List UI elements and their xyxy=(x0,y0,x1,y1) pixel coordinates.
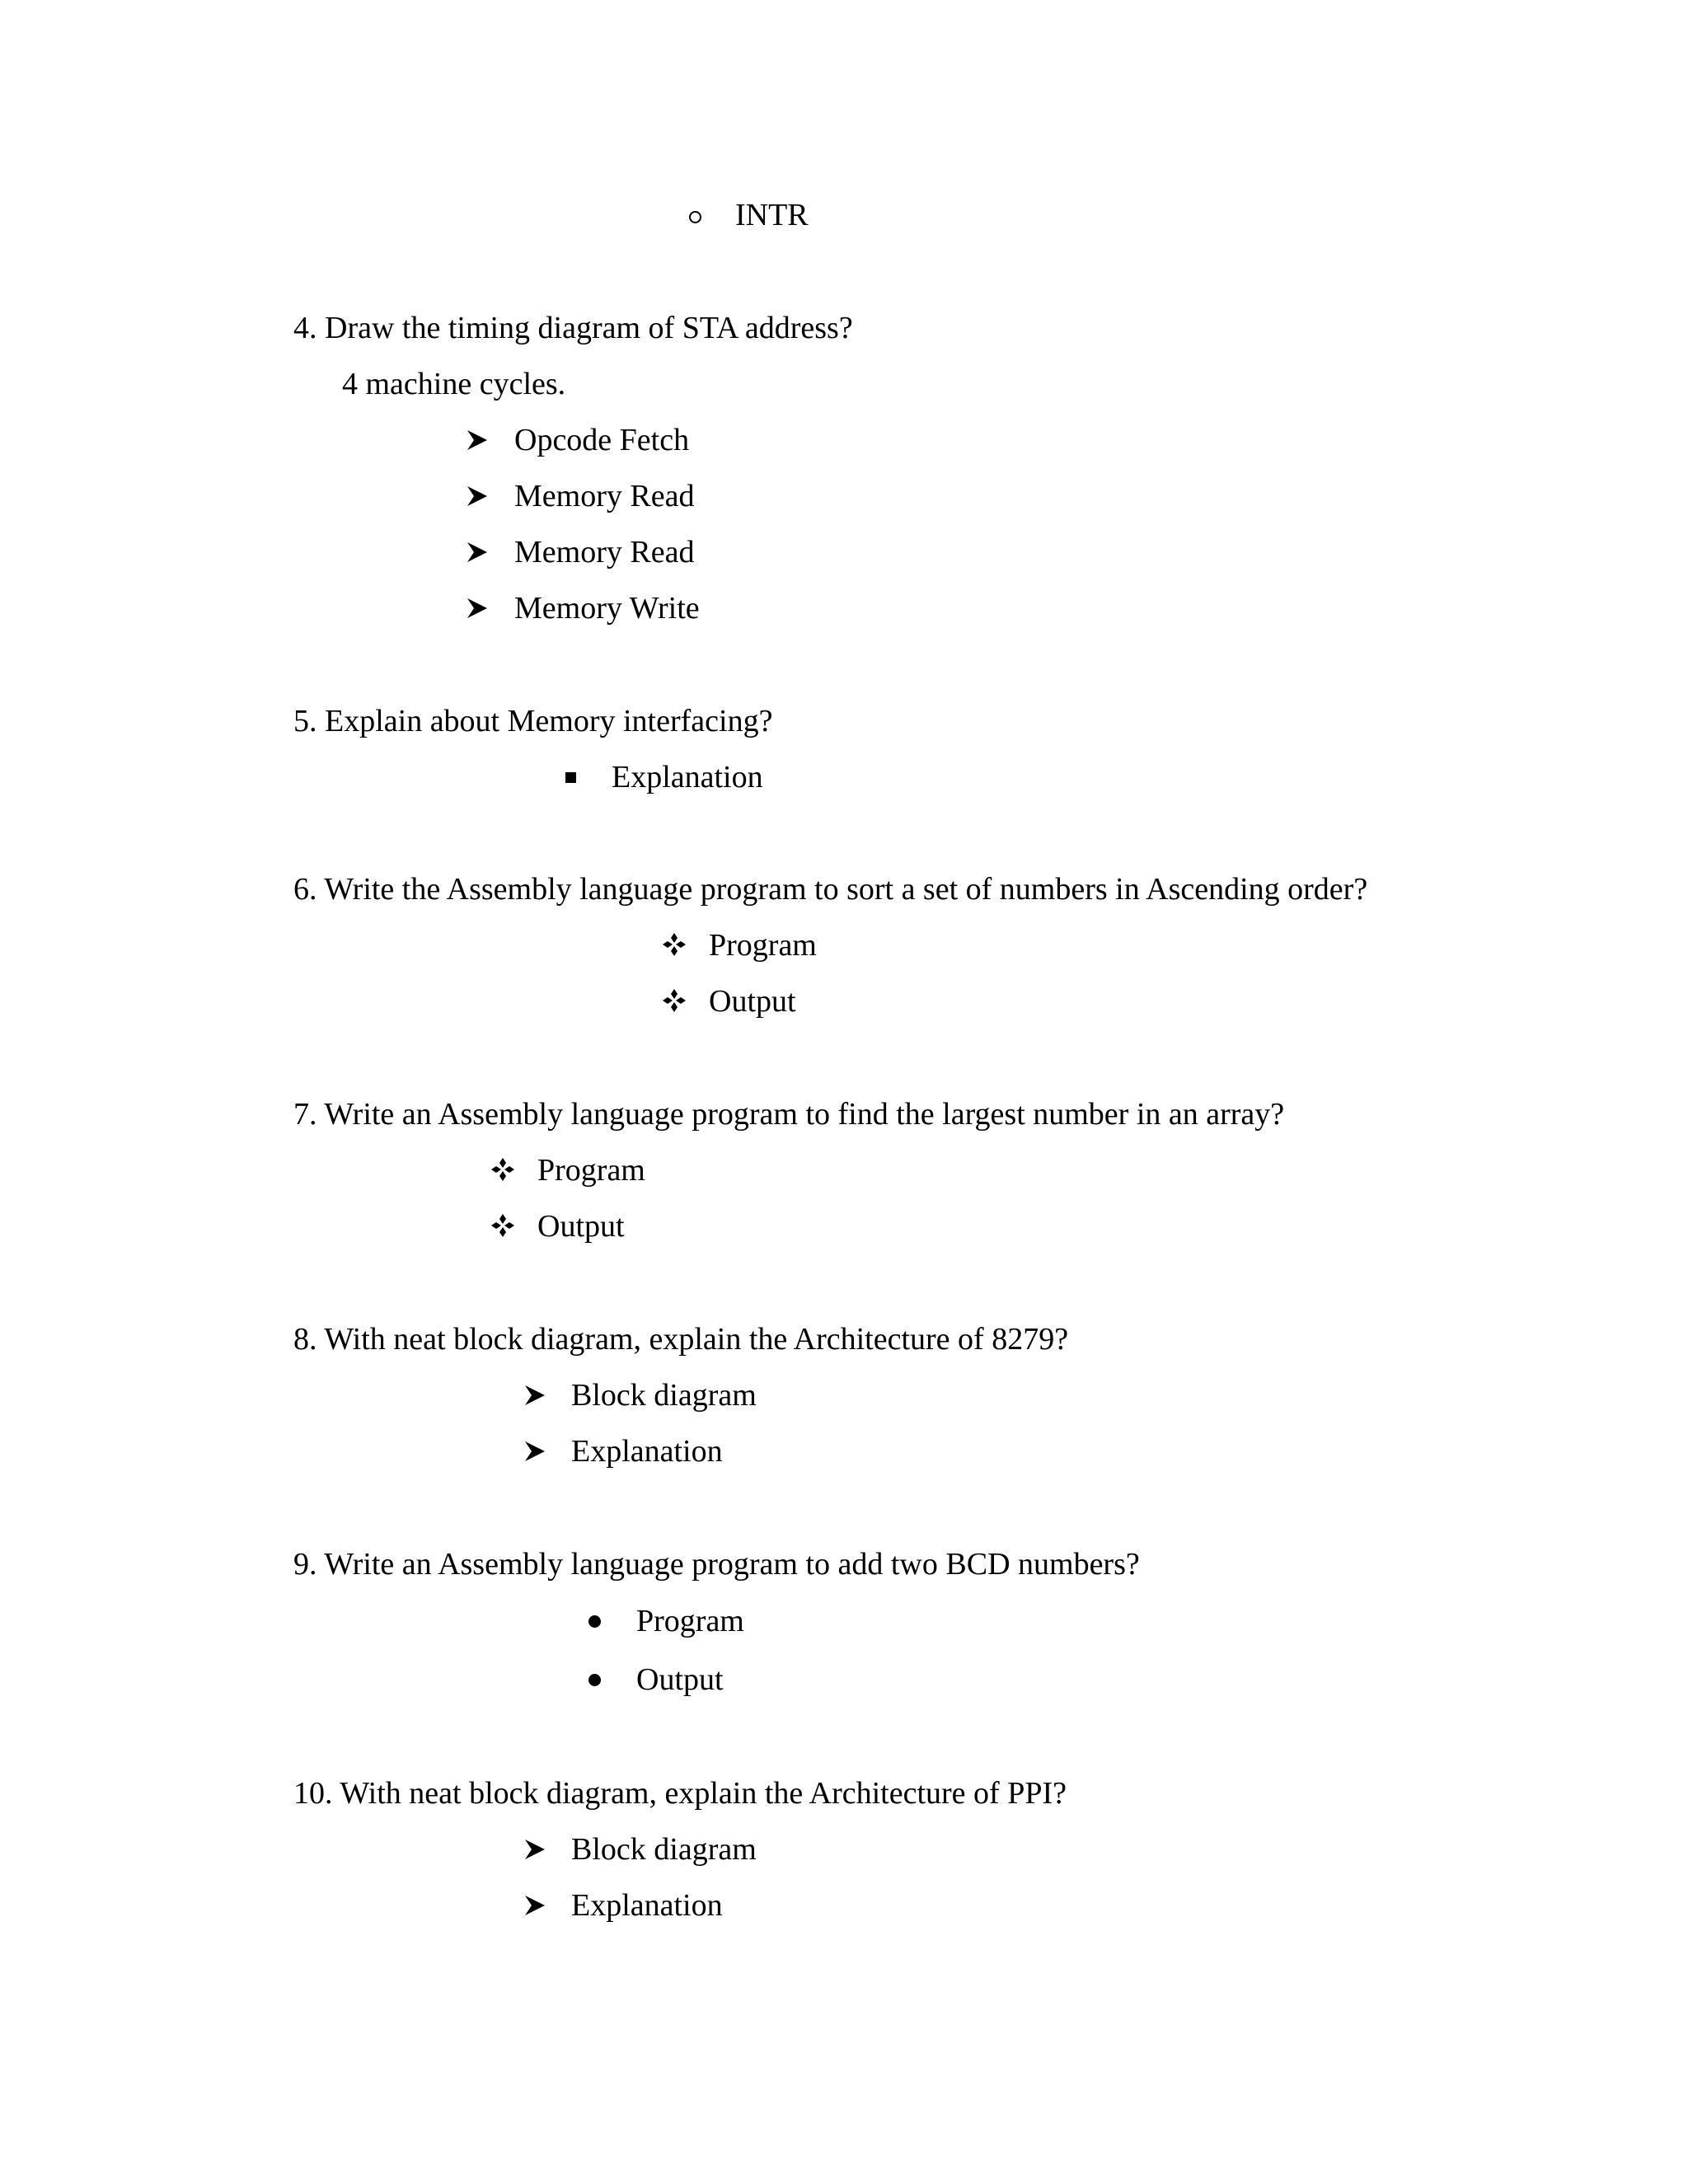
list-item: INTR xyxy=(735,198,809,232)
list-item: Memory Write xyxy=(514,591,700,626)
list-item: Program xyxy=(709,928,817,963)
diamond-bullet-icon xyxy=(662,932,687,957)
diamond-bullet-icon xyxy=(490,1157,515,1182)
question-7: 7. Write an Assembly language program to find the largest number in an array? xyxy=(293,1097,1285,1132)
arrow-bullet-icon xyxy=(466,429,489,452)
arrow-bullet-icon xyxy=(466,597,489,620)
list-item: Memory Read xyxy=(514,479,695,513)
list-item: Program xyxy=(537,1153,645,1188)
diamond-bullet-icon xyxy=(662,988,687,1013)
list-item: Output xyxy=(709,984,796,1019)
arrow-bullet-icon xyxy=(466,485,489,508)
question-4: 4. Draw the timing diagram of STA address? xyxy=(293,311,853,345)
question-10: 10. With neat block diagram, explain the Architecture of PPI? xyxy=(293,1776,1067,1811)
list-item: Explanation xyxy=(612,760,763,794)
arrow-bullet-icon xyxy=(523,1384,546,1407)
list-item: Program xyxy=(636,1604,744,1638)
list-item: Block diagram xyxy=(571,1832,757,1867)
question-5: 5. Explain about Memory interfacing? xyxy=(293,704,773,738)
question-8: 8. With neat block diagram, explain the Architecture of 8279? xyxy=(293,1322,1069,1357)
arrow-bullet-icon xyxy=(466,541,489,564)
question-9: 9. Write an Assembly language program to add two BCD numbers? xyxy=(293,1547,1140,1582)
square-bullet-icon xyxy=(565,772,576,783)
diamond-bullet-icon xyxy=(490,1213,515,1238)
circle-bullet-icon xyxy=(689,211,701,223)
question-6: 6. Write the Assembly language program to sort a set of numbers in Ascending order? xyxy=(293,872,1368,907)
list-item: Explanation xyxy=(571,1434,723,1469)
arrow-bullet-icon xyxy=(523,1440,546,1463)
dot-bullet-icon xyxy=(588,1615,601,1628)
list-item: Opcode Fetch xyxy=(514,423,690,457)
arrow-bullet-icon xyxy=(523,1838,546,1861)
list-item: Memory Read xyxy=(514,535,695,569)
dot-bullet-icon xyxy=(588,1674,601,1686)
list-item: Output xyxy=(537,1209,625,1244)
question-4-note: 4 machine cycles. xyxy=(342,367,566,401)
list-item: Block diagram xyxy=(571,1378,757,1413)
list-item: Output xyxy=(636,1662,724,1697)
list-item: Explanation xyxy=(571,1888,723,1923)
arrow-bullet-icon xyxy=(523,1894,546,1917)
